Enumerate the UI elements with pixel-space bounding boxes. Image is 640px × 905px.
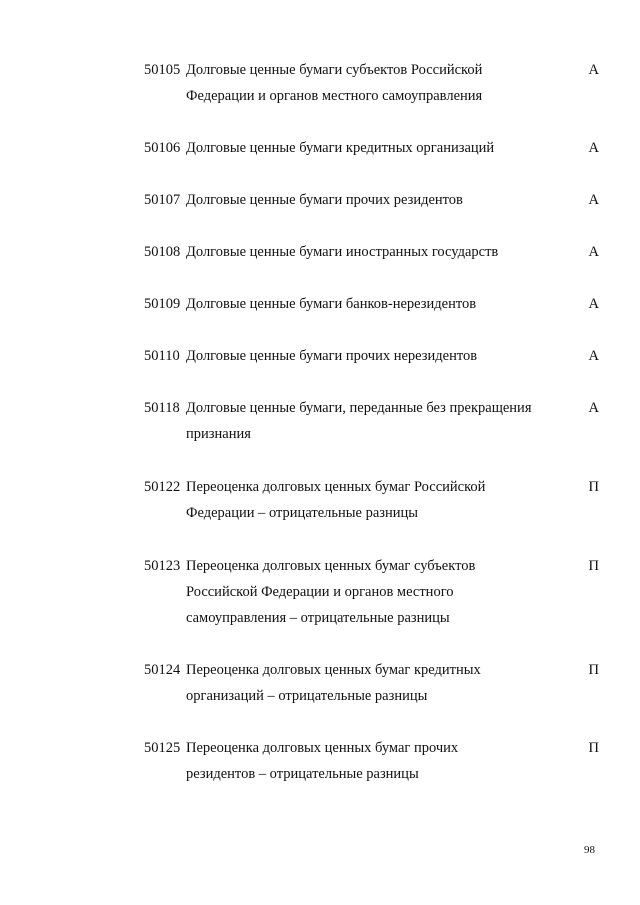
account-type: П (588, 740, 599, 756)
account-description-line: Федерации – отрицательные разницы (186, 505, 418, 521)
account-entry-50124 (144, 657, 599, 709)
account-entry-50107 (144, 187, 599, 213)
account-description-line: Долговые ценные бумаги банков-нерезидентов (186, 296, 477, 312)
account-entry-50105 (144, 57, 599, 109)
account-code: 50125 (144, 740, 181, 756)
account-description-line: резидентов – отрицательные разницы (186, 766, 419, 782)
account-entry-50125 (144, 735, 599, 787)
account-entry-50109 (144, 291, 599, 317)
account-description-line: самоуправления – отрицательные разницы (186, 610, 450, 626)
account-description-line: Переоценка долговых ценных бумаг Российской (186, 479, 486, 495)
account-description-line: Переоценка долговых ценных бумаг прочих (186, 740, 459, 756)
account-description (186, 474, 556, 526)
account-type: А (588, 244, 599, 260)
page-number: 98 (584, 844, 595, 856)
account-description (186, 187, 556, 213)
account-description (186, 395, 556, 447)
account-description-line: Долговые ценные бумаги прочих нерезидентов (186, 348, 478, 364)
account-code: 50106 (144, 140, 181, 156)
account-description-line: признания (186, 426, 251, 442)
account-entry-50110 (144, 343, 599, 369)
account-type: А (588, 296, 599, 312)
account-type: П (588, 479, 599, 495)
account-type: А (588, 192, 599, 208)
account-description-line: организаций – отрицательные разницы (186, 688, 428, 704)
account-entry-50122 (144, 474, 599, 526)
account-type: П (588, 558, 599, 574)
account-description (186, 135, 556, 161)
account-type: П (588, 662, 599, 678)
account-type: А (588, 140, 599, 156)
account-description-line: Долговые ценные бумаги, переданные без прекращения (186, 400, 532, 416)
account-entry-50106 (144, 135, 599, 161)
account-type: А (588, 348, 599, 364)
account-code: 50118 (144, 400, 180, 416)
account-description (186, 291, 556, 317)
account-entry-50118 (144, 395, 599, 447)
account-code: 50109 (144, 296, 181, 312)
account-description (186, 735, 556, 787)
account-description (186, 239, 556, 265)
account-description (186, 57, 556, 109)
account-description-line: Долговые ценные бумаги иностранных государств (186, 244, 499, 260)
account-type: А (588, 400, 599, 416)
account-description-line: Российской Федерации и органов местного (186, 584, 454, 600)
account-description-line: Долговые ценные бумаги кредитных организаций (186, 140, 495, 156)
account-description (186, 553, 556, 631)
account-description-line: Переоценка долговых ценных бумаг субъектов (186, 558, 476, 574)
account-type: А (588, 62, 599, 78)
account-code: 50122 (144, 479, 181, 495)
account-code: 50105 (144, 62, 181, 78)
account-description (186, 343, 556, 369)
account-code: 50107 (144, 192, 181, 208)
account-code: 50124 (144, 662, 181, 678)
account-description-line: Федерации и органов местного самоуправления (186, 88, 483, 104)
account-description-line: Долговые ценные бумаги прочих резидентов (186, 192, 463, 208)
account-description-line: Долговые ценные бумаги субъектов Российской (186, 62, 483, 78)
account-entry-50108 (144, 239, 599, 265)
account-entry-50123 (144, 553, 599, 631)
account-code: 50108 (144, 244, 181, 260)
account-description-line: Переоценка долговых ценных бумаг кредитных (186, 662, 481, 678)
account-code: 50110 (144, 348, 180, 364)
account-description (186, 657, 556, 709)
account-code: 50123 (144, 558, 181, 574)
